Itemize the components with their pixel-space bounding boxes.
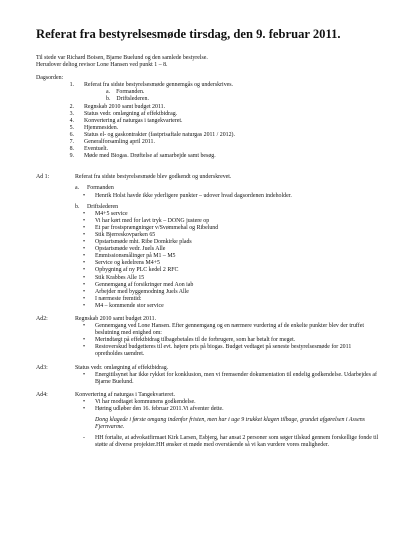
list-item: • Opstartsmøde vedr. Juels Alle bbox=[83, 246, 166, 253]
list-item: • Emmissionsmålinger på M1 – M5 bbox=[83, 253, 176, 260]
agenda-item: 6. Status el- og gaskontrakter (fastprisaftale naturgas 2011 / 2012). bbox=[69, 131, 235, 138]
bullet-list bbox=[75, 372, 380, 386]
section-ad4 bbox=[36, 392, 380, 450]
agenda-item: b. Driftslederen. bbox=[106, 96, 149, 103]
agenda-list bbox=[36, 82, 380, 160]
agenda-item: 1. Referat fra sidste bestyrelsesmøde gennemgås og underskrives. bbox=[69, 82, 234, 89]
section-label: Ad4: bbox=[36, 391, 48, 398]
list-item: - HH fortalte, at advokatfirmaet Kirk Larsen, Esbjerg, har ansat 2 personer som søger tilskud gennem forskellige fonde til støtte af diverse projekter.HH ønsker et møde med overstående så vi kan vurdere vores muligheder. bbox=[83, 435, 379, 449]
agenda-item: 7. Generalforsamling april 2011. bbox=[69, 139, 155, 146]
agenda-heading: Dagsorden: bbox=[36, 75, 64, 82]
attendance-line-1: Til stede var Richard Boisen, Bjarne Buelund og den samlede bestyrelse. bbox=[36, 55, 208, 61]
list-item: • I nærmeste fremtid: bbox=[83, 295, 142, 302]
agenda-item: a. Formanden. bbox=[106, 89, 145, 96]
list-item: • Høring udløber den 16. februar 2011.Vi afventer dette. bbox=[83, 406, 224, 413]
section-ad2 bbox=[36, 316, 380, 359]
bullet-list bbox=[75, 193, 380, 200]
bullet-list bbox=[75, 323, 380, 358]
agenda-item: 9. Møde med Biogas. Drøftelse af samarbejde samt besøg. bbox=[69, 153, 216, 160]
agenda-item: 2. Regnskab 2010 samt budget 2011. bbox=[69, 103, 166, 110]
list-item: • Arbejder med byggemodning Juels Alle bbox=[83, 288, 189, 295]
agenda-item: 4. Konvertering af naturgas i tangekvarteret. bbox=[69, 117, 183, 124]
section-label: Ad2: bbox=[36, 316, 48, 322]
section-intro: Konvertering af naturgas i Tangekvarteret. bbox=[75, 391, 175, 398]
section-intro: Regnskab 2010 samt budget 2011. bbox=[75, 316, 157, 322]
list-item: • M4+5 service bbox=[83, 210, 128, 217]
list-item: • Henrik Holst havde ikke yderligere punkter – udover hvad dagsordenen indeholder. bbox=[83, 192, 292, 199]
agenda-item: 3. Status vedr. omlægning af effektbidrag. bbox=[69, 110, 178, 117]
bullet-list bbox=[75, 435, 380, 449]
subsection-title: Formanden bbox=[87, 185, 114, 192]
list-item: • Vi har modtaget kommunens godkendelse. bbox=[83, 398, 196, 405]
bullet-list bbox=[75, 399, 380, 413]
section-intro: Referat fra sidste bestyrelsesmøde blev godkendt og underskrevet. bbox=[75, 174, 232, 181]
list-item: • Stik Bjerreskovparken 65 bbox=[83, 231, 156, 238]
bullet-list bbox=[75, 211, 380, 310]
list-item: • Opstartsmøde mht. Ribe Domkirke plads bbox=[83, 239, 192, 246]
attendance-line-2: Herudover deltog revisor Lone Hansen ved punkt 1 – 8. bbox=[36, 62, 168, 69]
list-item: • Energitilsynet har ikke rykket for konklusion, men vi fremsender dokumentation til endelig godkendelse. Udarbejdes af Bjarne Buelund. bbox=[83, 371, 377, 385]
section-ad1: Ad 1: Referat fra sidste bestyrelsesmøde blev godkendt og underskrevet. a. Formanden • Henrik Holst havde ikke yderligere punkter – udover hvad dagsordenen indeholder. b. Driftslederen • M4+5 service • Vi har kørt med for lavt tryk – DONG justere op • Et par frostsprængninger v/Svømmehal og Ribelund • Stik Bjerreskovparken 65 • Opstartsmøde mht. Ribe Domkirke plads • Opstartsmøde vedr. Juels Alle • Emmissionsmålinger på M1 – M5 • Service og kedelrens M4+5 • Opbygning af ny PLC kedel 2 RFC • Stik Krabbes Alle 15 • Gennemgang af forsikringer med Aon iab • Arbejder med byggemodning Juels Alle • I nærmeste fremtid: • M4 – kommende stor service bbox=[36, 174, 380, 310]
agenda-item: 5. Hjemmesiden. bbox=[69, 124, 119, 131]
subsection-title: Driftslederen bbox=[87, 203, 119, 210]
italic-note: Dong klagede i første omgang indenfor fristen, men har i uge 9 trukket klagen tilbage, grundet afgørelsen i Assens Fjernvarme. bbox=[95, 417, 365, 431]
section-intro: Status vedr. omlægning af effektbidrag. bbox=[75, 364, 169, 371]
list-item: • Service og kedelrens M4+5 bbox=[83, 260, 160, 267]
list-item: • Gennemgang af forsikringer med Aon iab bbox=[83, 281, 194, 288]
list-item: • Restoverskud budgetteres til evt. højere pris på biogas. Budget vedtaget på seneste bestyrelsesmøde for 2011 opretholdes uændret. bbox=[83, 344, 352, 358]
section-label: Ad3: bbox=[36, 364, 48, 371]
list-item: • Et par frostsprængninger v/Svømmehal og Ribelund bbox=[83, 224, 219, 231]
section-ad3 bbox=[36, 365, 380, 386]
list-item: • Vi har kørt med for lavt tryk – DONG justere op bbox=[83, 217, 210, 224]
agenda-item: 8. Eventuelt. bbox=[69, 146, 109, 153]
list-item: • Merindtægt på effektbidrag tilbagebetales til de forbrugere, som har betalt for meget. bbox=[83, 337, 296, 344]
list-item: • Stik Krabbes Alle 15 bbox=[83, 274, 145, 281]
list-item: • M4 – kommende stor service bbox=[83, 302, 164, 309]
list-item: • Opbygning af ny PLC kedel 2 RFC bbox=[83, 267, 179, 274]
section-label: Ad 1: bbox=[36, 174, 50, 181]
document-title: Referat fra bestyrelsesmøde tirsdag, den 9. februar 2011. bbox=[36, 27, 341, 41]
list-item: • Gennemgang ved Lone Hansen. Efter gennemgang og en nærmere vurdering af de enkelte punkter blev der truffet beslutning med enighed om: bbox=[83, 323, 364, 337]
